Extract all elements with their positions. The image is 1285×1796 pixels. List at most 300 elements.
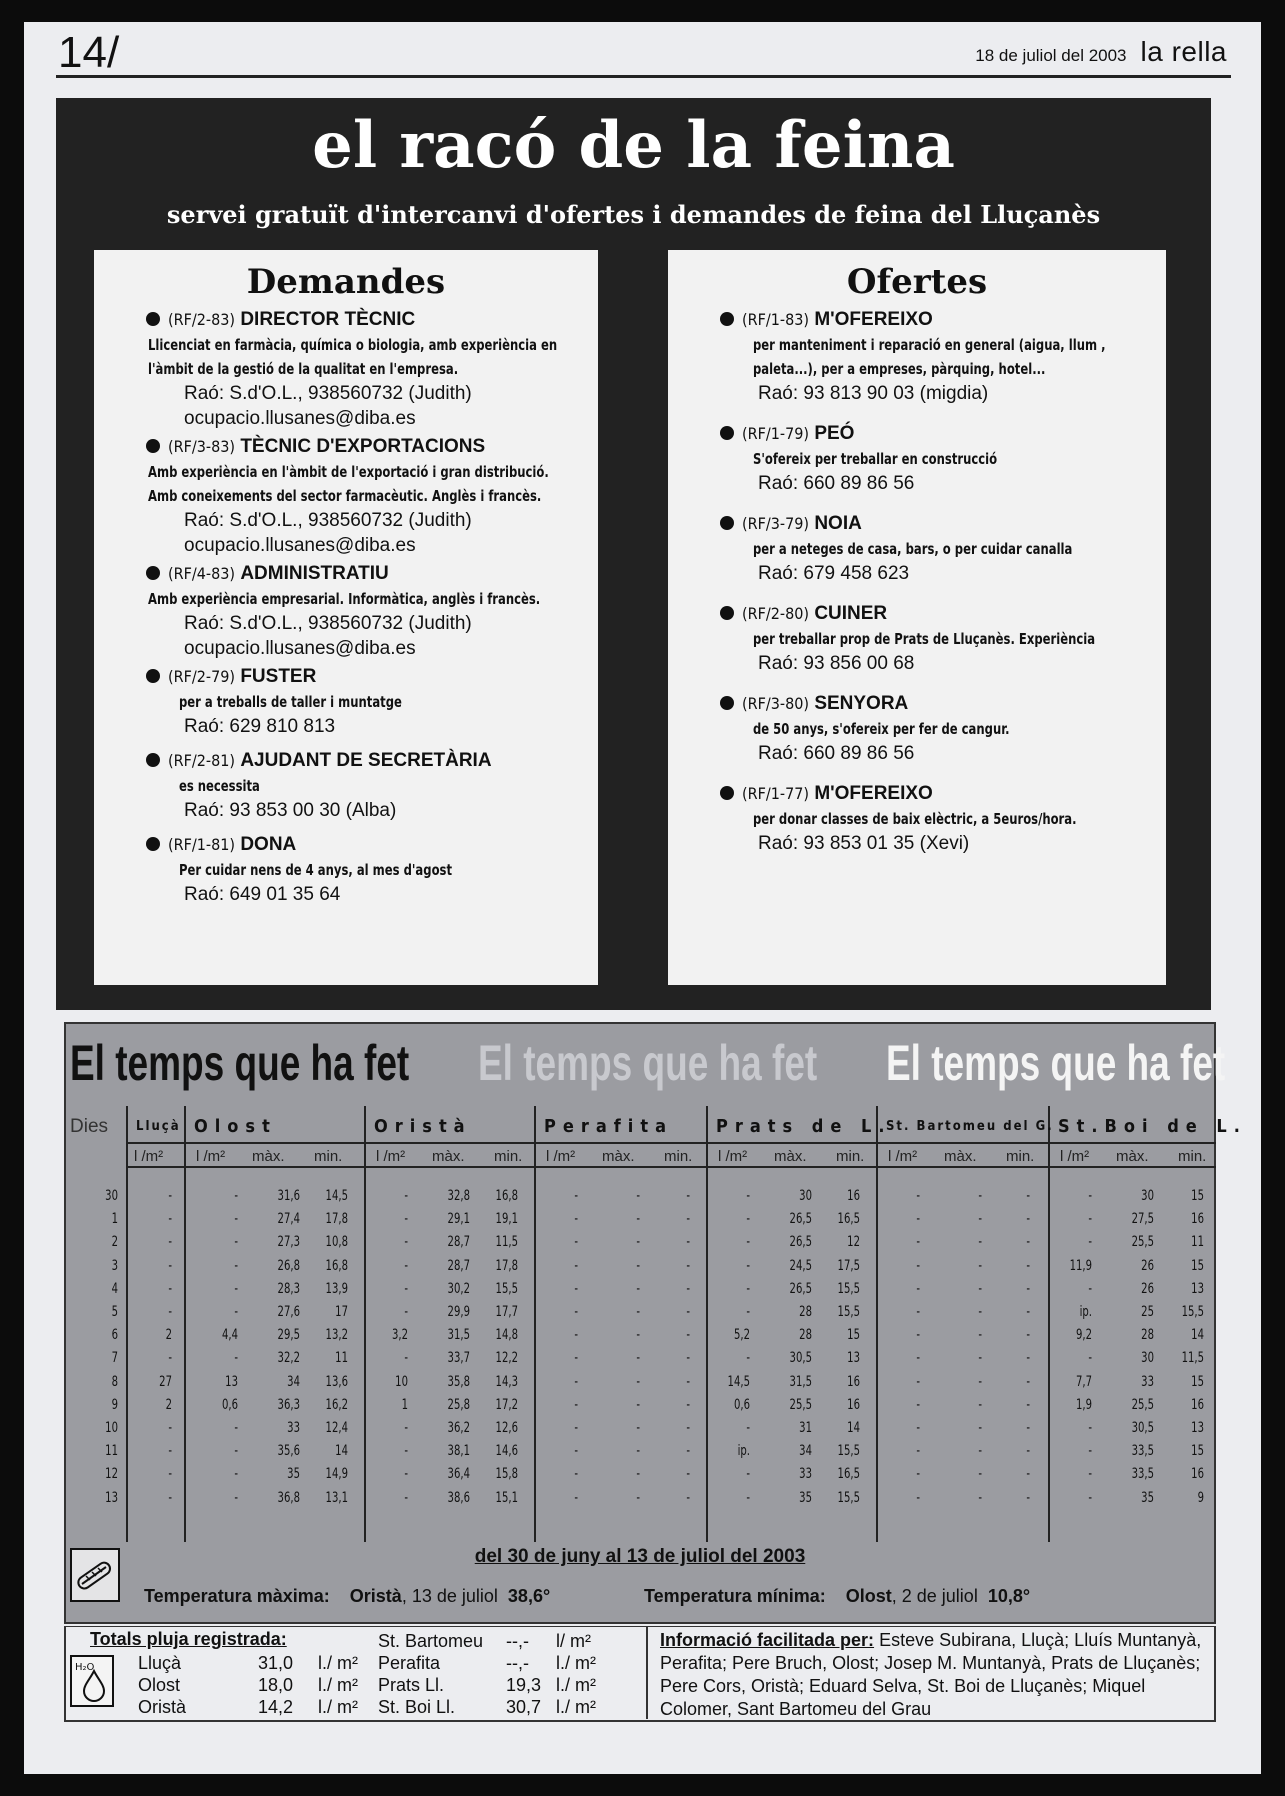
column-subheader: màx. <box>602 1148 635 1165</box>
data-cell: - <box>574 1280 578 1297</box>
data-cell: 31 <box>799 1420 812 1436</box>
data-cell: 11 <box>1191 1234 1204 1251</box>
weather-title-banner <box>66 1024 1226 1102</box>
data-cell: - <box>1088 1234 1092 1251</box>
item-code: (RF/1-79) <box>742 424 810 443</box>
rain-total-row <box>378 1631 591 1652</box>
rain-unit: l./ m² <box>556 1653 596 1673</box>
item-code: (RF/3-79) <box>742 514 810 533</box>
data-cell: - <box>686 1350 690 1367</box>
data-cell: - <box>404 1420 408 1436</box>
data-cell: 25,8 <box>447 1396 470 1413</box>
data-cell: 27,4 <box>277 1211 300 1228</box>
data-cell: 29,5 <box>277 1327 300 1344</box>
item-contact: ocupacio.llusanes@diba.es <box>184 535 416 556</box>
data-cell: - <box>978 1443 982 1460</box>
bullet-icon <box>146 439 160 453</box>
data-cell: 30,5 <box>789 1350 812 1367</box>
day-number: 7 <box>111 1350 118 1367</box>
item-description: S'ofereix per treballar en construcció <box>752 450 998 468</box>
data-cell: 30 <box>799 1188 812 1204</box>
data-cell: 26,5 <box>789 1234 812 1251</box>
data-cell: - <box>978 1489 982 1506</box>
data-cell: - <box>404 1257 408 1274</box>
item-code: (RF/4-83) <box>168 564 236 583</box>
data-cell: - <box>978 1211 982 1228</box>
data-cell: - <box>916 1396 920 1413</box>
demandes-item <box>94 663 598 739</box>
data-cell: 14 <box>1191 1327 1204 1344</box>
data-cell: - <box>1088 1489 1092 1506</box>
data-cell: - <box>686 1304 690 1320</box>
item-contact: Raó: 93 813 90 03 (migdia) <box>758 383 989 404</box>
data-cell: - <box>636 1350 640 1367</box>
rain-unit: l./ m² <box>556 1697 596 1717</box>
data-cell: 13,2 <box>325 1327 348 1344</box>
data-cell: 16 <box>847 1188 860 1204</box>
data-cell: 19,1 <box>495 1211 518 1228</box>
data-cell: - <box>746 1188 750 1204</box>
item-description: es necessita <box>178 777 260 795</box>
item-title: NOIA <box>814 513 862 534</box>
item-header <box>148 560 584 587</box>
tmax-value: 38,6° <box>507 1586 551 1606</box>
item-code: (RF/1-83) <box>742 310 810 329</box>
rain-and-info <box>64 1626 1216 1722</box>
data-cell: - <box>574 1489 578 1506</box>
item-description: l'àmbit de la gestió de la qualitat en l'empresa. <box>148 360 459 378</box>
item-header <box>722 780 1152 807</box>
data-cell: 13,6 <box>325 1373 348 1390</box>
data-cell: 15,5 <box>495 1280 518 1297</box>
data-cell: 25,5 <box>789 1396 812 1413</box>
data-cell: - <box>234 1304 238 1320</box>
rain-value: --,- <box>506 1631 529 1651</box>
data-cell: 0,6 <box>221 1396 238 1413</box>
page-header <box>56 22 1231 78</box>
data-cell: 17,7 <box>495 1304 518 1320</box>
column-subheader: min. <box>1006 1148 1035 1165</box>
item-contact: Raó: S.d'O.L., 938560732 (Judith) <box>184 383 472 404</box>
ofertes-column <box>668 250 1166 985</box>
data-cell: 35 <box>1141 1489 1154 1506</box>
data-cell: 16 <box>1191 1396 1204 1413</box>
data-cell: - <box>574 1373 578 1390</box>
data-cell: - <box>1088 1466 1092 1483</box>
item-description: Per cuidar nens de 4 anys, al mes d'agost <box>178 861 453 879</box>
data-cell: 14,9 <box>325 1466 348 1483</box>
data-cell: 30,2 <box>447 1280 470 1297</box>
data-cell: - <box>574 1257 578 1274</box>
data-cell: - <box>1026 1396 1030 1413</box>
data-cell: - <box>916 1420 920 1436</box>
data-cell: - <box>978 1350 982 1367</box>
data-cell: 32,8 <box>447 1188 470 1204</box>
column-subheader: min. <box>494 1148 523 1165</box>
data-cell: 15,5 <box>837 1280 860 1297</box>
data-cell: - <box>746 1466 750 1483</box>
data-cell: - <box>1088 1350 1092 1367</box>
data-cell: - <box>168 1466 172 1483</box>
data-cell: - <box>1026 1327 1030 1344</box>
data-cell: - <box>404 1234 408 1251</box>
data-cell: 33 <box>799 1466 812 1483</box>
data-cell: - <box>574 1396 578 1413</box>
day-number: 3 <box>111 1257 118 1274</box>
data-cell: 33,5 <box>1131 1443 1154 1460</box>
ofertes-heading: Ofertes <box>846 262 988 302</box>
job-board-subtitle: servei gratuït d'intercanvi d'ofertes i demandes de feina del Lluçanès <box>166 200 1101 229</box>
bullet-icon <box>146 566 160 580</box>
column-subheader: màx. <box>944 1148 977 1165</box>
data-cell: - <box>978 1373 982 1390</box>
column-subheader: l /m² <box>1060 1148 1090 1165</box>
data-cell: - <box>636 1234 640 1251</box>
data-cell: 4,4 <box>221 1327 238 1344</box>
data-cell: - <box>916 1327 920 1344</box>
issue-date: 18 de juliol del 2003 <box>975 46 1127 65</box>
data-cell: 36,2 <box>447 1420 470 1436</box>
item-description: per donar classes de baix elèctric, a 5euros/hora. <box>752 810 1077 828</box>
data-cell: - <box>1088 1280 1092 1297</box>
data-cell: 0,6 <box>733 1396 750 1413</box>
data-cell: - <box>916 1466 920 1483</box>
data-cell: 28 <box>1141 1327 1154 1344</box>
item-code: (RF/1-81) <box>168 835 236 854</box>
data-cell: 15 <box>847 1327 860 1344</box>
item-description: per a neteges de casa, bars, o per cuidar canalla <box>752 540 1073 558</box>
data-cell: - <box>916 1350 920 1367</box>
column-subheader: màx. <box>252 1148 285 1165</box>
data-cell: - <box>1026 1188 1030 1204</box>
data-cell: 29,9 <box>447 1304 470 1320</box>
data-cell: 31,6 <box>277 1188 300 1204</box>
data-cell: - <box>686 1280 690 1297</box>
data-cell: - <box>168 1304 172 1320</box>
data-cell: 13 <box>225 1373 238 1390</box>
demandes-item <box>94 433 598 558</box>
data-cell: - <box>234 1234 238 1251</box>
item-contact: Raó: S.d'O.L., 938560732 (Judith) <box>184 510 472 531</box>
data-cell: - <box>168 1234 172 1251</box>
data-cell: - <box>636 1466 640 1483</box>
column-divider <box>876 1106 878 1542</box>
rain-value: 14,2 <box>258 1697 294 1717</box>
data-cell: 16,2 <box>325 1396 348 1413</box>
data-cell: - <box>636 1327 640 1344</box>
data-cell: 15 <box>1191 1373 1204 1390</box>
data-cell: 11 <box>335 1350 348 1367</box>
bullet-icon <box>146 669 160 683</box>
data-cell: - <box>746 1304 750 1320</box>
column-subheader: min. <box>1178 1148 1207 1165</box>
column-subheader: l /m² <box>718 1148 748 1165</box>
data-cell: - <box>746 1420 750 1436</box>
data-cell: - <box>978 1188 982 1204</box>
data-cell: - <box>234 1188 238 1204</box>
weather-section <box>64 1022 1247 1624</box>
rain-place: St. Boi Ll. <box>378 1697 456 1717</box>
data-cell: 28 <box>799 1304 812 1320</box>
rain-place: Perafita <box>378 1653 441 1673</box>
data-cell: - <box>686 1234 690 1251</box>
item-title: CUINER <box>814 603 888 624</box>
data-cell: - <box>978 1420 982 1436</box>
item-title: FUSTER <box>240 666 317 687</box>
rain-total-row <box>378 1675 596 1696</box>
data-cell: 3,2 <box>391 1327 408 1344</box>
data-cell: - <box>234 1443 238 1460</box>
data-cell: - <box>636 1211 640 1228</box>
data-cell: 11,9 <box>1069 1257 1092 1274</box>
dies-label: Dies <box>70 1116 109 1137</box>
data-cell: - <box>916 1257 920 1274</box>
item-description: per a treballs de taller i muntatge <box>178 693 402 711</box>
data-cell: - <box>574 1211 578 1228</box>
data-cell: 35,8 <box>447 1373 470 1390</box>
demandes-item <box>94 560 598 661</box>
item-title: AJUDANT DE SECRETÀRIA <box>240 750 492 771</box>
ofertes-item <box>668 600 1166 676</box>
demandes-item <box>94 747 598 823</box>
bullet-icon <box>720 516 734 530</box>
data-cell: 32,2 <box>277 1350 300 1367</box>
column-divider <box>534 1106 536 1542</box>
data-cell: - <box>1026 1420 1030 1436</box>
data-cell: - <box>234 1257 238 1274</box>
data-cell: 36,4 <box>447 1466 470 1483</box>
data-cell: 14 <box>847 1420 860 1436</box>
item-description: paleta...), per a empreses, pàrquing, hotel... <box>752 360 1046 378</box>
station-name: Lluçà <box>136 1119 181 1134</box>
rain-total-row <box>378 1697 596 1718</box>
ofertes-item <box>668 510 1166 586</box>
rain-total-row <box>138 1675 358 1696</box>
data-cell: 14 <box>335 1443 348 1460</box>
data-cell: 13 <box>1191 1420 1204 1436</box>
station-name: Prats de L. <box>716 1116 892 1137</box>
data-cell: 15 <box>1191 1443 1204 1460</box>
item-contact: Raó: 93 856 00 68 <box>758 653 915 674</box>
ofertes-item <box>668 690 1166 766</box>
data-cell: 31,5 <box>789 1373 812 1390</box>
item-code: (RF/2-83) <box>168 310 236 329</box>
data-cell: 10,8 <box>325 1234 348 1251</box>
data-cell: 15,8 <box>495 1466 518 1483</box>
data-cell: 28,7 <box>447 1257 470 1274</box>
data-cell: 24,5 <box>789 1257 812 1274</box>
column-divider <box>184 1106 186 1542</box>
data-cell: 13 <box>847 1350 860 1367</box>
data-cell: 14,6 <box>495 1443 518 1460</box>
weather-title: El temps que ha fet <box>70 1035 410 1091</box>
data-cell: 14,3 <box>495 1373 518 1390</box>
data-cell: 11,5 <box>1181 1350 1204 1367</box>
rain-value: --,- <box>506 1653 529 1673</box>
ofertes-item <box>668 420 1166 496</box>
data-cell: - <box>168 1420 172 1436</box>
data-cell: 12,4 <box>325 1420 348 1436</box>
data-cell: 13,9 <box>325 1280 348 1297</box>
data-cell: 1,9 <box>1075 1396 1092 1413</box>
data-cell: - <box>1088 1420 1092 1436</box>
station-name: Perafita <box>544 1116 674 1137</box>
data-cell: 27,3 <box>277 1234 300 1251</box>
day-number: 12 <box>105 1466 118 1483</box>
data-cell: - <box>636 1443 640 1460</box>
rain-total-row <box>138 1697 358 1718</box>
max-temperature <box>144 1586 550 1607</box>
data-cell: 28 <box>799 1327 812 1344</box>
data-cell: - <box>1088 1211 1092 1228</box>
day-number: 30 <box>105 1188 118 1204</box>
data-cell: - <box>168 1443 172 1460</box>
data-cell: - <box>916 1211 920 1228</box>
tmax-place: Oristà <box>349 1586 402 1606</box>
data-cell: 38,6 <box>447 1489 470 1506</box>
data-cell: 14,8 <box>495 1327 518 1344</box>
rain-value: 31,0 <box>258 1653 294 1673</box>
item-description: de 50 anys, s'ofereix per fer de cangur. <box>752 720 1010 738</box>
data-cell: - <box>404 1280 408 1297</box>
data-cell: - <box>1026 1304 1030 1320</box>
data-cell: 13,1 <box>325 1489 348 1506</box>
data-cell: - <box>1026 1443 1030 1460</box>
data-cell: 16,5 <box>837 1466 860 1483</box>
data-cell: 30 <box>1141 1188 1154 1204</box>
tmax-label: Temperatura màxima: <box>144 1586 330 1606</box>
demandes-heading: Demandes <box>246 262 446 302</box>
item-contact: Raó: 629 810 813 <box>184 716 336 737</box>
station-name: St.Boi de L. <box>1058 1116 1247 1137</box>
rain-heading: Totals pluja registrada: <box>90 1629 287 1649</box>
data-cell: - <box>404 1188 408 1204</box>
column-divider <box>1048 1106 1050 1542</box>
data-cell: 36,8 <box>277 1489 300 1506</box>
data-cell: - <box>404 1350 408 1367</box>
data-cell: 33,7 <box>447 1350 470 1367</box>
rain-total-row <box>378 1653 596 1674</box>
water-drop-icon <box>70 1655 114 1707</box>
data-cell: - <box>916 1234 920 1251</box>
data-cell: 33 <box>287 1420 300 1436</box>
item-header <box>148 663 584 690</box>
data-cell: - <box>686 1420 690 1436</box>
item-description: Amb coneixements del sector farmacèutic. Anglès i francès. <box>148 487 542 505</box>
data-cell: 27,5 <box>1131 1211 1154 1228</box>
bullet-icon <box>146 753 160 767</box>
data-cell: - <box>746 1211 750 1228</box>
job-board-title: el racó de la feina <box>312 108 955 183</box>
item-contact: Raó: 660 89 86 56 <box>758 473 915 494</box>
rain-place: St. Bartomeu <box>378 1631 484 1651</box>
data-cell: 25,5 <box>1131 1234 1154 1251</box>
data-cell: - <box>234 1211 238 1228</box>
item-title: DIRECTOR TÈCNIC <box>240 309 416 330</box>
data-cell: - <box>686 1327 690 1344</box>
day-number: 1 <box>111 1211 118 1228</box>
rain-value: 30,7 <box>506 1697 542 1717</box>
day-number: 4 <box>111 1280 118 1297</box>
data-cell: - <box>978 1466 982 1483</box>
data-cell: 27,6 <box>277 1304 300 1320</box>
item-contact: Raó: S.d'O.L., 938560732 (Judith) <box>184 613 472 634</box>
data-cell: - <box>234 1350 238 1367</box>
data-cell: 16,8 <box>325 1257 348 1274</box>
day-number: 6 <box>111 1327 118 1344</box>
data-cell: - <box>978 1257 982 1274</box>
data-cell: - <box>168 1188 172 1204</box>
item-description: per manteniment i reparació en general (aigua, llum , <box>752 336 1106 354</box>
data-cell: 16 <box>847 1396 860 1413</box>
bullet-icon <box>720 426 734 440</box>
item-code: (RF/1-77) <box>742 784 810 803</box>
item-contact: Raó: 93 853 00 30 (Alba) <box>184 800 397 821</box>
item-description: Amb experiència empresarial. Informàtica, anglès i francès. <box>148 590 541 608</box>
data-cell: - <box>916 1188 920 1204</box>
data-cell: - <box>686 1373 690 1390</box>
data-cell: - <box>1026 1373 1030 1390</box>
newspaper-page <box>24 22 1261 1774</box>
header-right <box>975 36 1227 68</box>
data-cell: - <box>404 1466 408 1483</box>
data-cell: 2 <box>165 1327 172 1344</box>
data-cell: - <box>1026 1257 1030 1274</box>
data-cell: - <box>686 1188 690 1204</box>
data-cell: - <box>1088 1188 1092 1204</box>
data-cell: - <box>1026 1489 1030 1506</box>
item-header <box>148 306 584 333</box>
data-cell: 9,2 <box>1075 1327 1092 1344</box>
data-cell: - <box>574 1234 578 1251</box>
item-header <box>722 420 1152 447</box>
weather-title-repeat: El temps que ha fet <box>886 1035 1226 1091</box>
rain-totals <box>66 1627 648 1719</box>
item-header <box>722 306 1152 333</box>
bullet-icon <box>720 696 734 710</box>
data-cell: 12,2 <box>495 1350 518 1367</box>
demandes-item <box>94 831 598 907</box>
data-cell: 36,3 <box>277 1396 300 1413</box>
column-subheader: l /m² <box>196 1148 226 1165</box>
data-cell: - <box>168 1350 172 1367</box>
bullet-icon <box>720 786 734 800</box>
item-title: SENYORA <box>814 693 909 714</box>
data-cell: 1 <box>401 1396 408 1413</box>
bullet-icon <box>146 312 160 326</box>
item-code: (RF/2-79) <box>168 667 236 686</box>
data-cell: 15,5 <box>837 1304 860 1320</box>
data-cell: 17 <box>335 1304 348 1320</box>
rain-place: Prats Ll. <box>378 1675 445 1695</box>
data-cell: - <box>636 1489 640 1506</box>
tmax-date: , 13 de juliol <box>401 1586 498 1606</box>
data-cell: - <box>686 1257 690 1274</box>
data-cell: 14,5 <box>727 1373 750 1390</box>
data-cell: 27 <box>159 1373 172 1390</box>
day-number: 13 <box>105 1489 118 1506</box>
data-cell: - <box>746 1234 750 1251</box>
data-cell: - <box>168 1257 172 1274</box>
data-cell: 25,5 <box>1131 1396 1154 1413</box>
day-number: 11 <box>105 1443 118 1460</box>
data-cell: 30 <box>1141 1350 1154 1367</box>
rain-unit: l/ m² <box>556 1631 591 1651</box>
item-contact: Raó: 660 89 86 56 <box>758 743 915 764</box>
rain-place: Lluçà <box>138 1653 182 1673</box>
data-cell: - <box>404 1489 408 1506</box>
data-cell: - <box>574 1327 578 1344</box>
